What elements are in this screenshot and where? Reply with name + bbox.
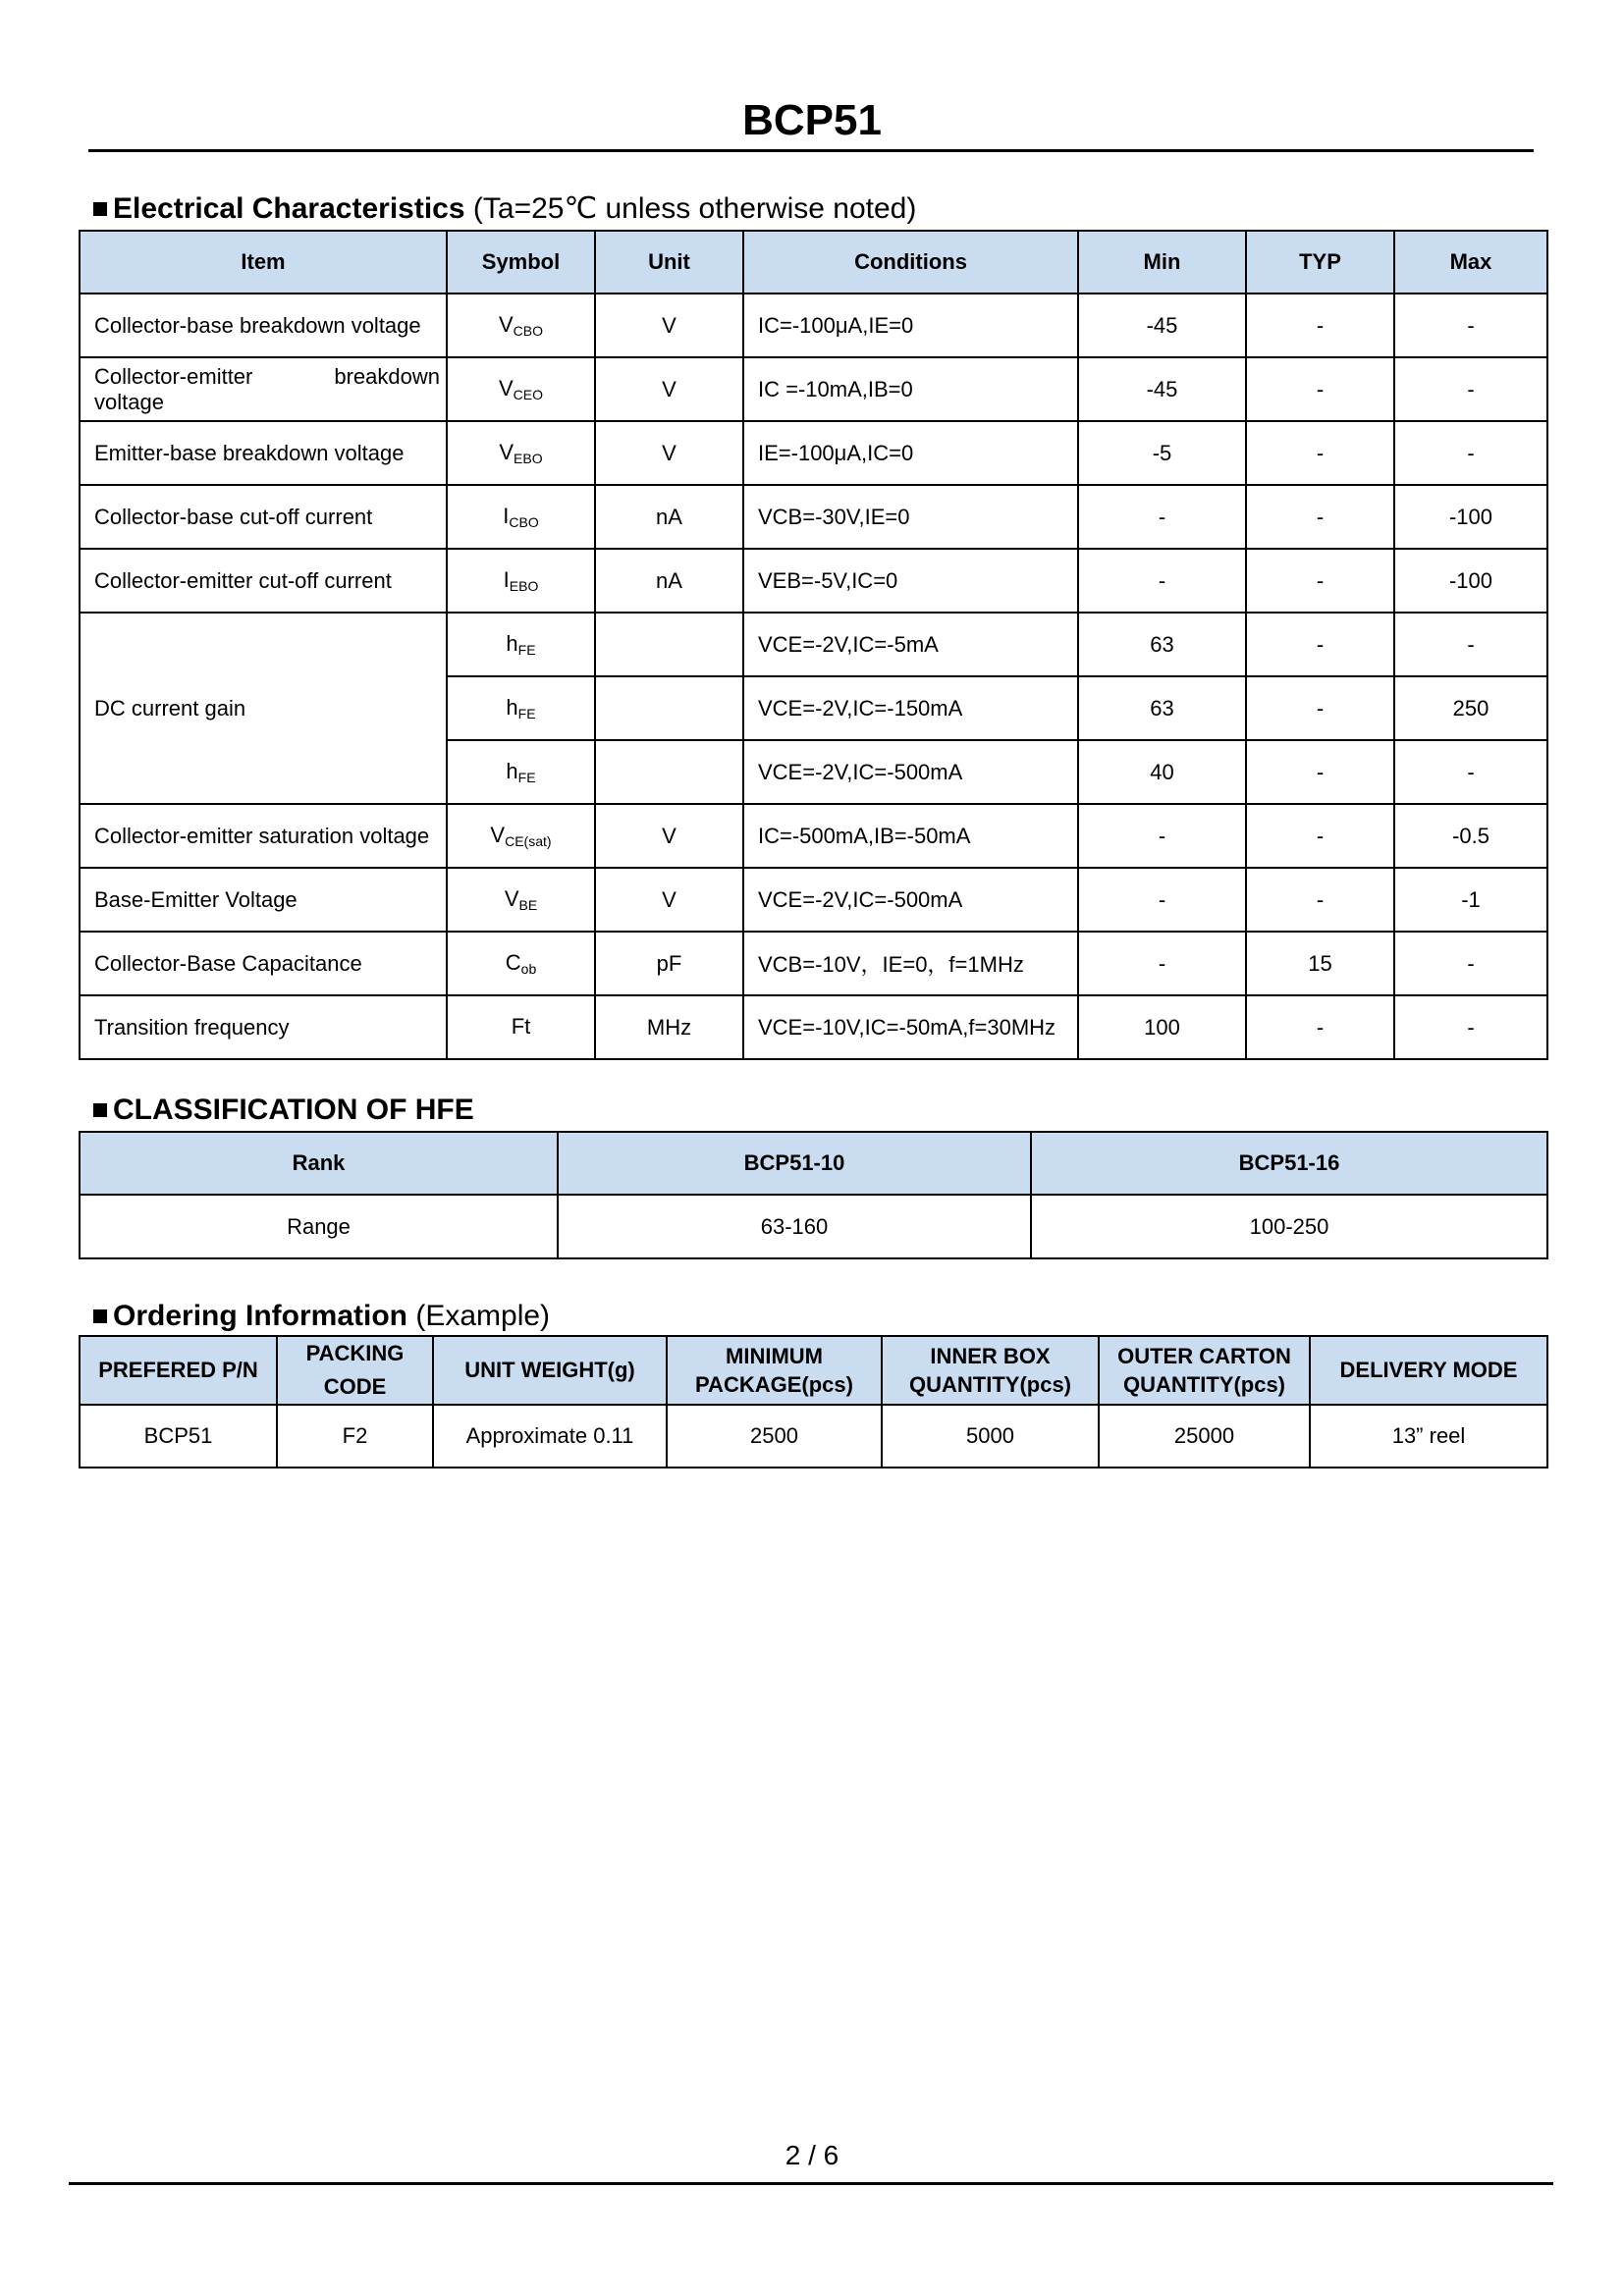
table-row [80,1195,1547,1258]
typ-cell: - [1246,868,1394,932]
unit-cell: V [595,294,743,357]
table-row [80,421,1547,485]
ordering-table [79,1335,1548,1468]
conditions-cell: VEB=-5V,IC=0 [743,549,1078,613]
col-header: PACKING CODE [277,1336,433,1405]
unit-cell: nA [595,549,743,613]
table-header-row [80,1132,1547,1195]
bullet-square-icon [93,1309,107,1323]
range-cell: 100-250 [1031,1195,1547,1258]
symbol-cell: $I_{CBO}$ [447,485,595,549]
classification-table [79,1131,1548,1259]
typ-cell: - [1246,357,1394,421]
col-header: Min [1078,231,1246,294]
symbol-cell: $h_{FE}$ [447,676,595,740]
typ-cell: 15 [1246,932,1394,995]
table-row [80,485,1547,549]
max-cell: - [1394,740,1547,804]
unit-cell: V [595,421,743,485]
table-row [80,995,1547,1059]
unit-weight-cell: Approximate 0.11 [433,1405,667,1468]
unit-cell: V [595,868,743,932]
footer-rule [69,2182,1553,2185]
table-row [80,1405,1547,1468]
document-title: BCP51 [742,96,882,144]
typ-cell: - [1246,421,1394,485]
conditions-cell: IE=-100μA,IC=0 [743,421,1078,485]
typ-cell: - [1246,294,1394,357]
symbol-cell: Ft [447,995,595,1059]
symbol-cell: $V_{EBO}$ [447,421,595,485]
max-cell: - [1394,995,1547,1059]
item-cell: DC current gain [80,613,447,804]
conditions-cell: IC=-100μA,IE=0 [743,294,1078,357]
typ-cell: - [1246,740,1394,804]
unit-cell: V [595,804,743,868]
table-row [80,613,1547,676]
conditions-cell: VCB=-10V，IE=0，f=1MHz [743,932,1078,995]
symbol-cell: $I_{EBO}$ [447,549,595,613]
outer-carton-cell: 25000 [1099,1405,1310,1468]
col-header: BCP51-16 [1031,1132,1547,1195]
item-cell: Base-Emitter Voltage [80,868,447,932]
range-label-cell: Range [80,1195,558,1258]
min-cell: 63 [1078,676,1246,740]
unit-cell: pF [595,932,743,995]
conditions-cell: VCB=-30V,IE=0 [743,485,1078,549]
inner-box-cell: 5000 [882,1405,1099,1468]
conditions-cell: IC=-500mA,IB=-50mA [743,804,1078,868]
col-header: UNIT WEIGHT(g) [433,1336,667,1405]
item-cell: Collector-base breakdown voltage [80,294,447,357]
conditions-cell: VCE=-2V,IC=-500mA [743,868,1078,932]
typ-cell: - [1246,804,1394,868]
max-cell: -1 [1394,868,1547,932]
symbol-cell: $V_{CBO}$ [447,294,595,357]
col-header: TYP [1246,231,1394,294]
col-header: Item [80,231,447,294]
max-cell: - [1394,932,1547,995]
col-header: INNER BOX QUANTITY(pcs) [882,1336,1099,1405]
item-cell: Collector-Base Capacitance [80,932,447,995]
table-row [80,932,1547,995]
symbol-cell: $V_{CEO}$ [447,357,595,421]
symbol-cell: $h_{FE}$ [447,613,595,676]
col-header: Conditions [743,231,1078,294]
typ-cell: - [1246,613,1394,676]
unit-cell: MHz [595,995,743,1059]
item-cell: Collector-emitter breakdown voltage [80,357,447,421]
typ-cell: - [1246,485,1394,549]
unit-cell [595,740,743,804]
typ-cell: - [1246,676,1394,740]
col-header: OUTER CARTON QUANTITY(pcs) [1099,1336,1310,1405]
col-header: Max [1394,231,1547,294]
range-cell: 63-160 [558,1195,1031,1258]
col-header: Rank [80,1132,558,1195]
symbol-cell: $V_{CE(sat)}$ [447,804,595,868]
delivery-mode-cell: 13” reel [1310,1405,1547,1468]
symbol-cell: $V_{BE}$ [447,868,595,932]
electrical-heading: Electrical Characteristics (Ta=25℃ unless otherwise noted) [93,191,916,226]
max-cell: - [1394,357,1547,421]
min-cell: - [1078,932,1246,995]
min-cell: 40 [1078,740,1246,804]
symbol-cell: $C_{ob}$ [447,932,595,995]
conditions-cell: IC =-10mA,IB=0 [743,357,1078,421]
unit-cell: nA [595,485,743,549]
conditions-cell: VCE=-2V,IC=-150mA [743,676,1078,740]
item-cell: Emitter-base breakdown voltage [80,421,447,485]
table-row [80,868,1547,932]
classification-heading: CLASSIFICATION OF HFE [93,1094,474,1127]
min-cell: - [1078,485,1246,549]
table-row [80,549,1547,613]
page-number: 2 / 6 [785,2140,839,2170]
max-cell: -100 [1394,549,1547,613]
ordering-heading: Ordering Information (Example) [93,1300,550,1333]
min-package-cell: 2500 [667,1405,882,1468]
min-cell: - [1078,804,1246,868]
max-cell: 250 [1394,676,1547,740]
unit-cell: V [595,357,743,421]
max-cell: -100 [1394,485,1547,549]
part-number-cell: BCP51 [80,1405,277,1468]
symbol-cell: $h_{FE}$ [447,740,595,804]
col-header: Unit [595,231,743,294]
min-cell: - [1078,549,1246,613]
max-cell: -0.5 [1394,804,1547,868]
bullet-square-icon [93,1103,107,1117]
typ-cell: - [1246,995,1394,1059]
table-header-row [80,231,1547,294]
conditions-cell: VCE=-10V,IC=-50mA,f=30MHz [743,995,1078,1059]
packing-code-cell: F2 [277,1405,433,1468]
item-cell: Transition frequency [80,995,447,1059]
table-row [80,804,1547,868]
table-header-row [80,1336,1547,1405]
min-cell: -45 [1078,294,1246,357]
max-cell: - [1394,613,1547,676]
col-header: DELIVERY MODE [1310,1336,1547,1405]
table-row [80,357,1547,421]
unit-cell [595,613,743,676]
col-header: BCP51-10 [558,1132,1031,1195]
min-cell: 100 [1078,995,1246,1059]
typ-cell: - [1246,549,1394,613]
header-rule [88,149,1534,152]
electrical-table [79,230,1548,1060]
max-cell: - [1394,421,1547,485]
conditions-cell: VCE=-2V,IC=-5mA [743,613,1078,676]
item-cell: Collector-emitter cut-off current [80,549,447,613]
min-cell: 63 [1078,613,1246,676]
unit-cell [595,676,743,740]
table-row [80,294,1547,357]
col-header: Symbol [447,231,595,294]
min-cell: -5 [1078,421,1246,485]
col-header: PREFERED P/N [80,1336,277,1405]
min-cell: - [1078,868,1246,932]
item-cell: Collector-base cut-off current [80,485,447,549]
min-cell: -45 [1078,357,1246,421]
item-cell: Collector-emitter saturation voltage [80,804,447,868]
max-cell: - [1394,294,1547,357]
bullet-square-icon [93,202,107,216]
col-header: MINIMUM PACKAGE(pcs) [667,1336,882,1405]
conditions-cell: VCE=-2V,IC=-500mA [743,740,1078,804]
